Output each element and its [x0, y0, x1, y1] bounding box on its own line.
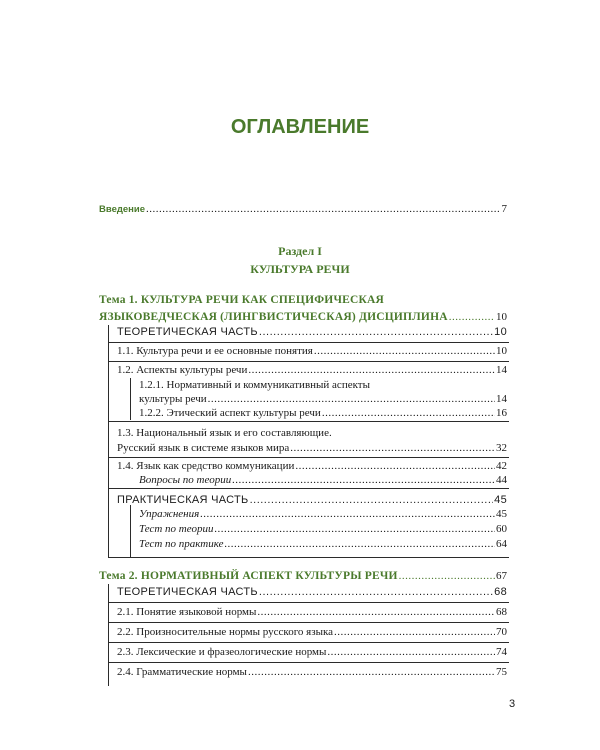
- dot-leader: [449, 311, 495, 324]
- toc-entry-1-2[interactable]: [117, 364, 507, 377]
- toc-entry-test-theory-1[interactable]: [139, 523, 507, 536]
- toc-entry-1-4[interactable]: [117, 460, 507, 473]
- divider: [108, 342, 509, 343]
- divider: [108, 421, 509, 422]
- toc-entry-label: Вопросы по теории: [139, 474, 232, 486]
- toc-entry-label: 2.2. Произносительные нормы русского языка: [117, 626, 334, 638]
- toc-page-number: 32: [496, 442, 507, 454]
- dot-leader: [290, 442, 495, 455]
- topic-2-title: Тема 2. НОРМАТИВНЫЙ АСПЕКТ КУЛЬТУРЫ РЕЧИ: [99, 570, 398, 582]
- toc-page-number: 16: [496, 407, 507, 419]
- dot-leader: [399, 570, 495, 583]
- toc-entry-questions-1[interactable]: [139, 474, 507, 487]
- toc-entry-1-3[interactable]: [117, 442, 507, 455]
- dot-leader: [248, 666, 495, 679]
- toc-entry-label: ТЕОРЕТИЧЕСКАЯ ЧАСТЬ: [117, 326, 258, 338]
- divider: [108, 642, 509, 643]
- toc-page-number: 42: [496, 460, 507, 472]
- dot-leader: [200, 508, 495, 521]
- toc-entry-label: Тест по теории: [139, 523, 214, 535]
- toc-page-number: 67: [496, 570, 507, 582]
- divider: [108, 361, 509, 362]
- dot-leader: [334, 626, 495, 639]
- toc-entry-2-1[interactable]: [117, 606, 507, 619]
- divider: [108, 662, 509, 663]
- section-title: КУЛЬТУРА РЕЧИ: [250, 262, 350, 276]
- dot-leader: [250, 494, 494, 507]
- toc-page-number: 68: [494, 586, 507, 598]
- toc-entry-label: 1.2.1. Нормативный и коммуникативный аспекты: [139, 379, 370, 391]
- toc-entry-theory-1[interactable]: [117, 326, 507, 339]
- toc-page-number: 10: [496, 345, 507, 357]
- topic-1-title-line1: Тема 1. КУЛЬТУРА РЕЧИ КАК СПЕЦИФИЧЕСКАЯ: [99, 294, 385, 306]
- toc-entry-label: 2.4. Грамматические нормы: [117, 666, 247, 678]
- toc-page-number: 74: [496, 646, 507, 658]
- toc-entry-label: Упражнения: [139, 508, 200, 520]
- toc-page-number: 7: [501, 203, 507, 215]
- toc-page-number: 14: [496, 364, 507, 376]
- toc-entry-label: Русский язык в системе языков мира: [117, 442, 290, 454]
- toc-page-number: 14: [496, 393, 507, 405]
- divider: [108, 557, 509, 558]
- toc-entry-label: 1.1. Культура речи и ее основные понятия: [117, 345, 313, 357]
- toc-page-number: 64: [496, 538, 507, 550]
- toc-entry-label: культуры речи: [139, 393, 207, 405]
- toc-entry-test-practice-1[interactable]: [139, 538, 507, 551]
- toc-entry-2-4[interactable]: [117, 666, 507, 679]
- dot-leader: [327, 646, 495, 659]
- toc-entry-label: ПРАКТИЧЕСКАЯ ЧАСТЬ: [117, 494, 249, 506]
- toc-page-number: 70: [496, 626, 507, 638]
- bracket-line: [130, 378, 131, 420]
- bracket-line: [130, 505, 131, 558]
- dot-leader: [208, 393, 495, 406]
- toc-entry-label: 2.3. Лексические и фразеологические нормы: [117, 646, 327, 658]
- dot-leader: [248, 364, 495, 377]
- bracket-line: [108, 584, 109, 686]
- page-title: ОГЛАВЛЕНИЕ: [230, 116, 370, 138]
- toc-entry-1-2-1-line1[interactable]: [139, 379, 507, 392]
- toc-entry-1-1[interactable]: [117, 345, 507, 358]
- dot-leader: [214, 523, 495, 536]
- divider: [108, 602, 509, 603]
- toc-page-number: 60: [496, 523, 507, 535]
- toc-entry-theory-2[interactable]: [117, 586, 507, 599]
- dot-leader: [257, 606, 495, 619]
- dot-leader: [259, 586, 493, 599]
- toc-entry-1-3-line1[interactable]: [117, 427, 507, 440]
- dot-leader: [295, 460, 495, 473]
- divider: [108, 488, 509, 489]
- toc-page-number: 10: [496, 311, 507, 323]
- toc-entry-label: 1.2. Аспекты культуры речи: [117, 364, 248, 376]
- toc-page-number: 75: [496, 666, 507, 678]
- toc-entry-practice-1[interactable]: [117, 494, 507, 507]
- toc-entry-topic-2[interactable]: [99, 570, 507, 583]
- dot-leader: [146, 203, 500, 216]
- toc-page-number: 44: [496, 474, 507, 486]
- toc-entry-label: Тест по практике: [139, 538, 224, 550]
- toc-entry-intro[interactable]: [99, 203, 507, 216]
- divider: [108, 622, 509, 623]
- topic-1-title-line2: ЯЗЫКОВЕДЧЕСКАЯ (ЛИНГВИСТИЧЕСКАЯ) ДИСЦИПЛИНА: [99, 311, 448, 323]
- toc-entry-1-2-2[interactable]: [139, 407, 507, 420]
- toc-page-number: 45: [494, 494, 507, 506]
- toc-entry-label: 2.1. Понятие языковой нормы: [117, 606, 257, 618]
- section-number: Раздел I: [278, 244, 322, 258]
- dot-leader: [232, 474, 495, 487]
- toc-entry-label: 1.2.2. Этический аспект культуры речи: [139, 407, 321, 419]
- dot-leader: [322, 407, 495, 420]
- toc-entry-topic-1[interactable]: [99, 311, 507, 324]
- toc-entry-2-3[interactable]: [117, 646, 507, 659]
- dot-leader: [259, 326, 493, 339]
- toc-page-number: 45: [496, 508, 507, 520]
- toc-entry-label: 1.4. Язык как средство коммуникации: [117, 460, 295, 472]
- toc-entry-exercises-1[interactable]: [139, 508, 507, 521]
- toc-page-number: 10: [494, 326, 507, 338]
- page-number: 3: [509, 698, 516, 710]
- dot-leader: [224, 538, 495, 551]
- toc-entry-label: ТЕОРЕТИЧЕСКАЯ ЧАСТЬ: [117, 586, 258, 598]
- toc-entry-label: Введение: [99, 204, 146, 215]
- toc-entry-label: 1.3. Национальный язык и его составляющие.: [117, 427, 332, 439]
- toc-entry-1-2-1[interactable]: [139, 393, 507, 406]
- toc-page-number: 68: [496, 606, 507, 618]
- bracket-line: [108, 472, 109, 558]
- divider: [108, 457, 509, 458]
- dot-leader: [314, 345, 495, 358]
- toc-entry-2-2[interactable]: [117, 626, 507, 639]
